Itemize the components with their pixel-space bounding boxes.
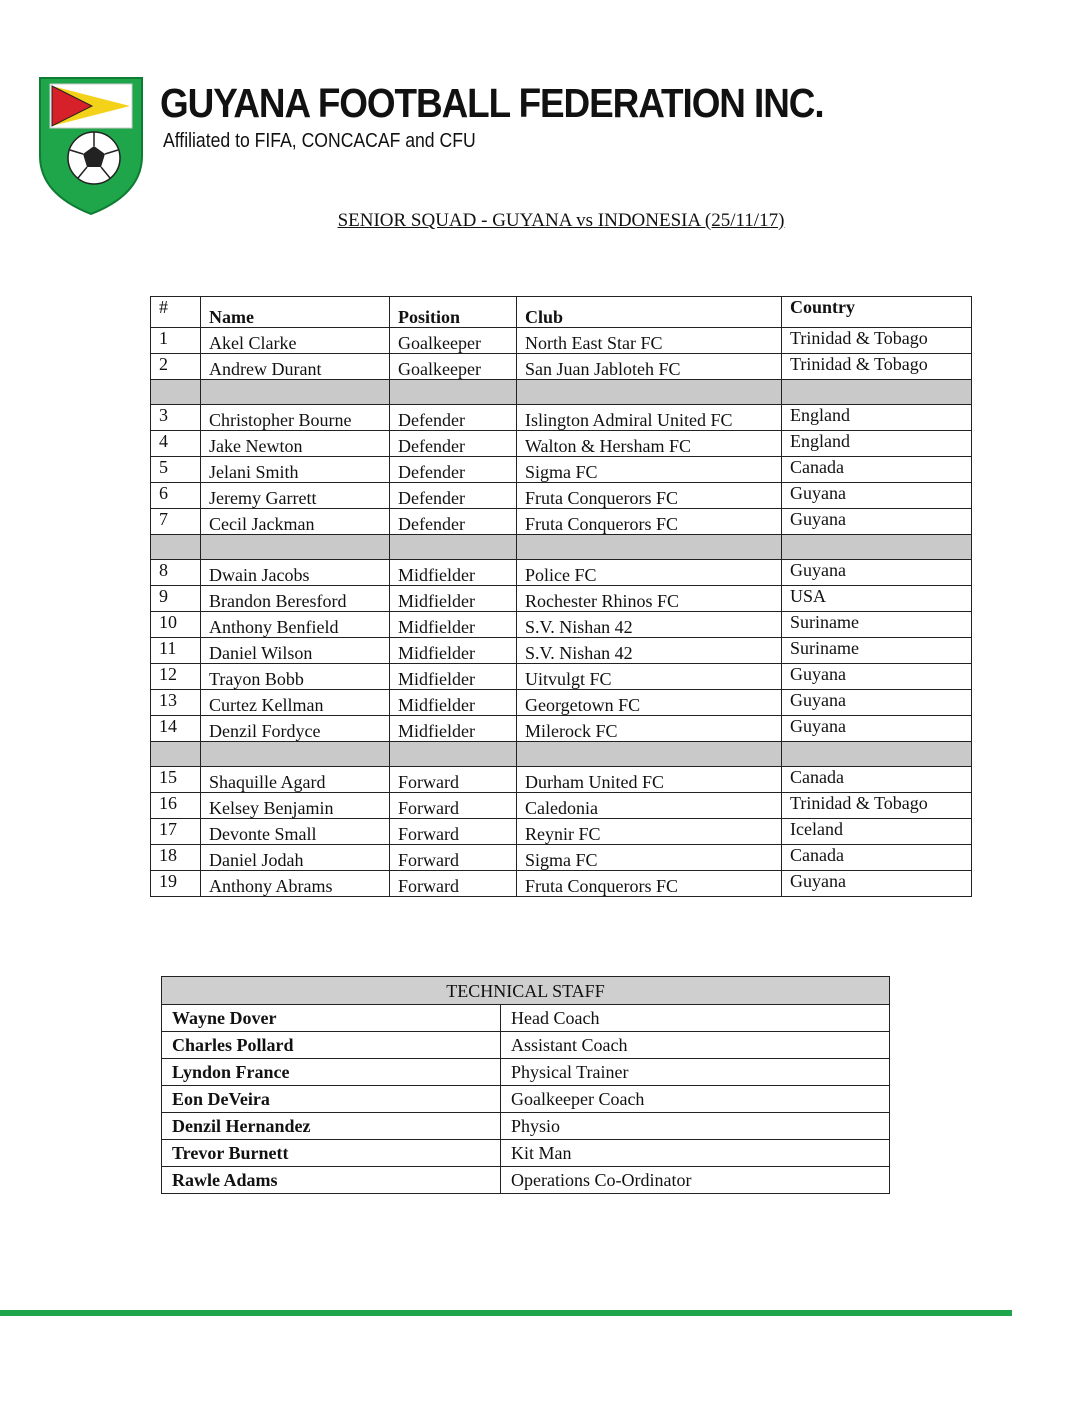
table-row <box>151 819 972 845</box>
player-country: Suriname <box>782 612 972 638</box>
player-name: Jelani Smith <box>201 457 390 483</box>
table-row <box>151 483 972 509</box>
player-number: 18 <box>151 845 201 871</box>
table-row <box>151 354 972 380</box>
staff-name: Denzil Hernandez <box>162 1113 501 1140</box>
table-row <box>151 509 972 535</box>
staff-role: Physio <box>501 1113 890 1140</box>
separator-cell <box>151 535 201 560</box>
player-name: Cecil Jackman <box>201 509 390 535</box>
player-country: USA <box>782 586 972 612</box>
player-name: Curtez Kellman <box>201 690 390 716</box>
player-club: Walton & Hersham FC <box>517 431 782 457</box>
separator-cell <box>517 380 782 405</box>
player-position: Forward <box>390 819 517 845</box>
separator-cell <box>151 380 201 405</box>
player-number: 5 <box>151 457 201 483</box>
player-country: Trinidad & Tobago <box>782 328 972 354</box>
player-club: Uitvulgt FC <box>517 664 782 690</box>
squad-table <box>150 296 972 897</box>
player-position: Goalkeeper <box>390 328 517 354</box>
player-number: 7 <box>151 509 201 535</box>
staff-role: Kit Man <box>501 1140 890 1167</box>
player-number: 1 <box>151 328 201 354</box>
player-name: Denzil Fordyce <box>201 716 390 742</box>
separator-cell <box>151 742 201 767</box>
player-number: 3 <box>151 405 201 431</box>
table-row <box>151 586 972 612</box>
player-name: Daniel Wilson <box>201 638 390 664</box>
player-club: S.V. Nishan 42 <box>517 612 782 638</box>
player-club: S.V. Nishan 42 <box>517 638 782 664</box>
header-position: Position <box>390 297 517 328</box>
staff-heading: TECHNICAL STAFF <box>162 977 890 1005</box>
position-group-separator <box>151 535 972 560</box>
squad-header-row <box>151 297 972 328</box>
player-country: Canada <box>782 767 972 793</box>
player-club: Rochester Rhinos FC <box>517 586 782 612</box>
player-country: Canada <box>782 845 972 871</box>
separator-cell <box>782 535 972 560</box>
staff-role: Operations Co-Ordinator <box>501 1167 890 1194</box>
table-row <box>151 612 972 638</box>
staff-row <box>162 1005 890 1032</box>
player-club: San Juan Jabloteh FC <box>517 354 782 380</box>
player-country: Suriname <box>782 638 972 664</box>
staff-name: Charles Pollard <box>162 1032 501 1059</box>
player-number: 17 <box>151 819 201 845</box>
table-row <box>151 560 972 586</box>
staff-role: Physical Trainer <box>501 1059 890 1086</box>
separator-cell <box>517 535 782 560</box>
player-club: Sigma FC <box>517 457 782 483</box>
staff-row <box>162 1113 890 1140</box>
player-name: Jeremy Garrett <box>201 483 390 509</box>
player-number: 12 <box>151 664 201 690</box>
table-row <box>151 638 972 664</box>
federation-crest-logo <box>32 70 150 218</box>
player-position: Forward <box>390 793 517 819</box>
document-title: SENIOR SQUAD - GUYANA vs INDONESIA (25/11/17) <box>337 210 785 231</box>
player-position: Midfielder <box>390 612 517 638</box>
player-club: Durham United FC <box>517 767 782 793</box>
player-club: Fruta Conquerors FC <box>517 509 782 535</box>
staff-name: Eon DeVeira <box>162 1086 501 1113</box>
table-row <box>151 405 972 431</box>
player-country: Guyana <box>782 690 972 716</box>
table-row <box>151 664 972 690</box>
player-position: Defender <box>390 483 517 509</box>
player-position: Goalkeeper <box>390 354 517 380</box>
player-position: Defender <box>390 405 517 431</box>
header-number: # <box>151 297 201 328</box>
organization-name: GUYANA FOOTBALL FEDERATION INC. <box>160 80 824 126</box>
player-number: 16 <box>151 793 201 819</box>
player-position: Forward <box>390 871 517 897</box>
player-position: Midfielder <box>390 664 517 690</box>
player-country: Guyana <box>782 483 972 509</box>
staff-role: Assistant Coach <box>501 1032 890 1059</box>
player-club: Georgetown FC <box>517 690 782 716</box>
player-country: Guyana <box>782 716 972 742</box>
header-club: Club <box>517 297 782 328</box>
player-club: Police FC <box>517 560 782 586</box>
separator-cell <box>201 380 390 405</box>
staff-row <box>162 1167 890 1194</box>
staff-row <box>162 1140 890 1167</box>
staff-header-row <box>162 977 890 1005</box>
player-number: 14 <box>151 716 201 742</box>
player-country: Guyana <box>782 664 972 690</box>
player-number: 6 <box>151 483 201 509</box>
player-name: Akel Clarke <box>201 328 390 354</box>
player-club: Sigma FC <box>517 845 782 871</box>
player-number: 9 <box>151 586 201 612</box>
position-group-separator <box>151 380 972 405</box>
player-name: Daniel Jodah <box>201 845 390 871</box>
table-row <box>151 845 972 871</box>
player-country: Guyana <box>782 871 972 897</box>
table-row <box>151 767 972 793</box>
player-name: Anthony Abrams <box>201 871 390 897</box>
player-country: England <box>782 431 972 457</box>
separator-cell <box>782 742 972 767</box>
player-club: Fruta Conquerors FC <box>517 871 782 897</box>
header-name: Name <box>201 297 390 328</box>
separator-cell <box>390 742 517 767</box>
player-position: Midfielder <box>390 690 517 716</box>
player-position: Midfielder <box>390 560 517 586</box>
table-row <box>151 871 972 897</box>
staff-name: Lyndon France <box>162 1059 501 1086</box>
player-club: Fruta Conquerors FC <box>517 483 782 509</box>
player-position: Midfielder <box>390 586 517 612</box>
player-name: Devonte Small <box>201 819 390 845</box>
footer-green-bar <box>0 1310 1012 1316</box>
player-country: Canada <box>782 457 972 483</box>
separator-cell <box>390 380 517 405</box>
player-name: Brandon Beresford <box>201 586 390 612</box>
separator-cell <box>201 535 390 560</box>
table-row <box>151 328 972 354</box>
player-position: Midfielder <box>390 638 517 664</box>
player-country: Guyana <box>782 560 972 586</box>
player-name: Andrew Durant <box>201 354 390 380</box>
position-group-separator <box>151 742 972 767</box>
player-position: Forward <box>390 845 517 871</box>
player-club: Reynir FC <box>517 819 782 845</box>
player-number: 19 <box>151 871 201 897</box>
player-club: North East Star FC <box>517 328 782 354</box>
table-row <box>151 716 972 742</box>
staff-name: Trevor Burnett <box>162 1140 501 1167</box>
player-country: Guyana <box>782 509 972 535</box>
table-row <box>151 690 972 716</box>
player-country: Iceland <box>782 819 972 845</box>
player-country: England <box>782 405 972 431</box>
player-club: Islington Admiral United FC <box>517 405 782 431</box>
separator-cell <box>201 742 390 767</box>
player-name: Jake Newton <box>201 431 390 457</box>
staff-row <box>162 1059 890 1086</box>
staff-role: Head Coach <box>501 1005 890 1032</box>
table-row <box>151 457 972 483</box>
staff-name: Wayne Dover <box>162 1005 501 1032</box>
staff-name: Rawle Adams <box>162 1167 501 1194</box>
player-position: Defender <box>390 431 517 457</box>
player-name: Anthony Benfield <box>201 612 390 638</box>
staff-row <box>162 1032 890 1059</box>
separator-cell <box>390 535 517 560</box>
staff-role: Goalkeeper Coach <box>501 1086 890 1113</box>
player-name: Trayon Bobb <box>201 664 390 690</box>
player-name: Shaquille Agard <box>201 767 390 793</box>
player-name: Dwain Jacobs <box>201 560 390 586</box>
player-number: 8 <box>151 560 201 586</box>
player-number: 11 <box>151 638 201 664</box>
player-position: Midfielder <box>390 716 517 742</box>
separator-cell <box>517 742 782 767</box>
player-position: Forward <box>390 767 517 793</box>
header-country: Country <box>782 297 972 328</box>
player-country: Trinidad & Tobago <box>782 354 972 380</box>
squad-body <box>151 328 972 897</box>
player-number: 10 <box>151 612 201 638</box>
staff-row <box>162 1086 890 1113</box>
technical-staff-table <box>161 976 890 1194</box>
player-name: Kelsey Benjamin <box>201 793 390 819</box>
player-number: 2 <box>151 354 201 380</box>
table-row <box>151 793 972 819</box>
staff-body <box>162 1005 890 1194</box>
table-row <box>151 431 972 457</box>
player-number: 13 <box>151 690 201 716</box>
player-club: Milerock FC <box>517 716 782 742</box>
player-number: 15 <box>151 767 201 793</box>
player-name: Christopher Bourne <box>201 405 390 431</box>
player-number: 4 <box>151 431 201 457</box>
organization-affiliation: Affiliated to FIFA, CONCACAF and CFU <box>163 130 476 152</box>
player-position: Defender <box>390 509 517 535</box>
player-club: Caledonia <box>517 793 782 819</box>
separator-cell <box>782 380 972 405</box>
player-position: Defender <box>390 457 517 483</box>
player-country: Trinidad & Tobago <box>782 793 972 819</box>
